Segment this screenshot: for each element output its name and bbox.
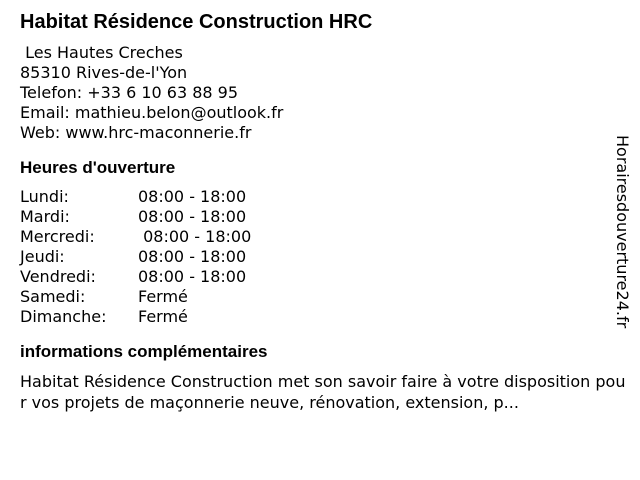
day-label: Samedi:	[20, 287, 86, 306]
day-label: Mardi:	[20, 207, 70, 226]
additional-info-heading: informations complémentaires	[20, 342, 268, 361]
phone-line: Telefon: +33 6 10 63 88 95	[20, 83, 239, 102]
day-hours: 08:00 - 18:00	[138, 207, 247, 226]
contact-block	[20, 43, 610, 143]
day-label: Dimanche:	[20, 307, 107, 326]
hours-row-friday	[20, 267, 610, 287]
site-watermark: Horairesdouverture24.fr	[613, 135, 632, 329]
city-address: 85310 Rives-de-l'Yon	[20, 63, 188, 82]
hours-row-tuesday	[20, 207, 610, 227]
hours-row-monday	[20, 187, 610, 207]
opening-hours-heading: Heures d'ouverture	[20, 158, 176, 177]
opening-hours-table	[20, 187, 610, 327]
hours-row-thursday	[20, 247, 610, 267]
day-hours: Fermé	[138, 287, 188, 306]
day-label: Mercredi:	[20, 227, 95, 246]
additional-info-text: Habitat Résidence Construction met son savoir faire à votre disposition pour vos projets de maçonnerie neuve, rénovation, extension, p...	[20, 372, 626, 412]
day-label: Jeudi:	[20, 247, 65, 266]
day-hours: Fermé	[138, 307, 188, 326]
day-label: Lundi:	[20, 187, 69, 206]
hours-row-saturday	[20, 287, 610, 307]
day-hours: 08:00 - 18:00	[138, 227, 252, 246]
hours-row-wednesday	[20, 227, 610, 247]
day-hours: 08:00 - 18:00	[138, 247, 247, 266]
street-address: Les Hautes Creches	[20, 43, 183, 62]
website-line: Web: www.hrc-maconnerie.fr	[20, 123, 252, 142]
day-hours: 08:00 - 18:00	[138, 187, 247, 206]
hours-row-sunday	[20, 307, 610, 327]
day-label: Vendredi:	[20, 267, 96, 286]
business-name: Habitat Résidence Construction HRC	[20, 11, 373, 33]
day-hours: 08:00 - 18:00	[138, 267, 247, 286]
email-line: Email: mathieu.belon@outlook.fr	[20, 103, 284, 122]
